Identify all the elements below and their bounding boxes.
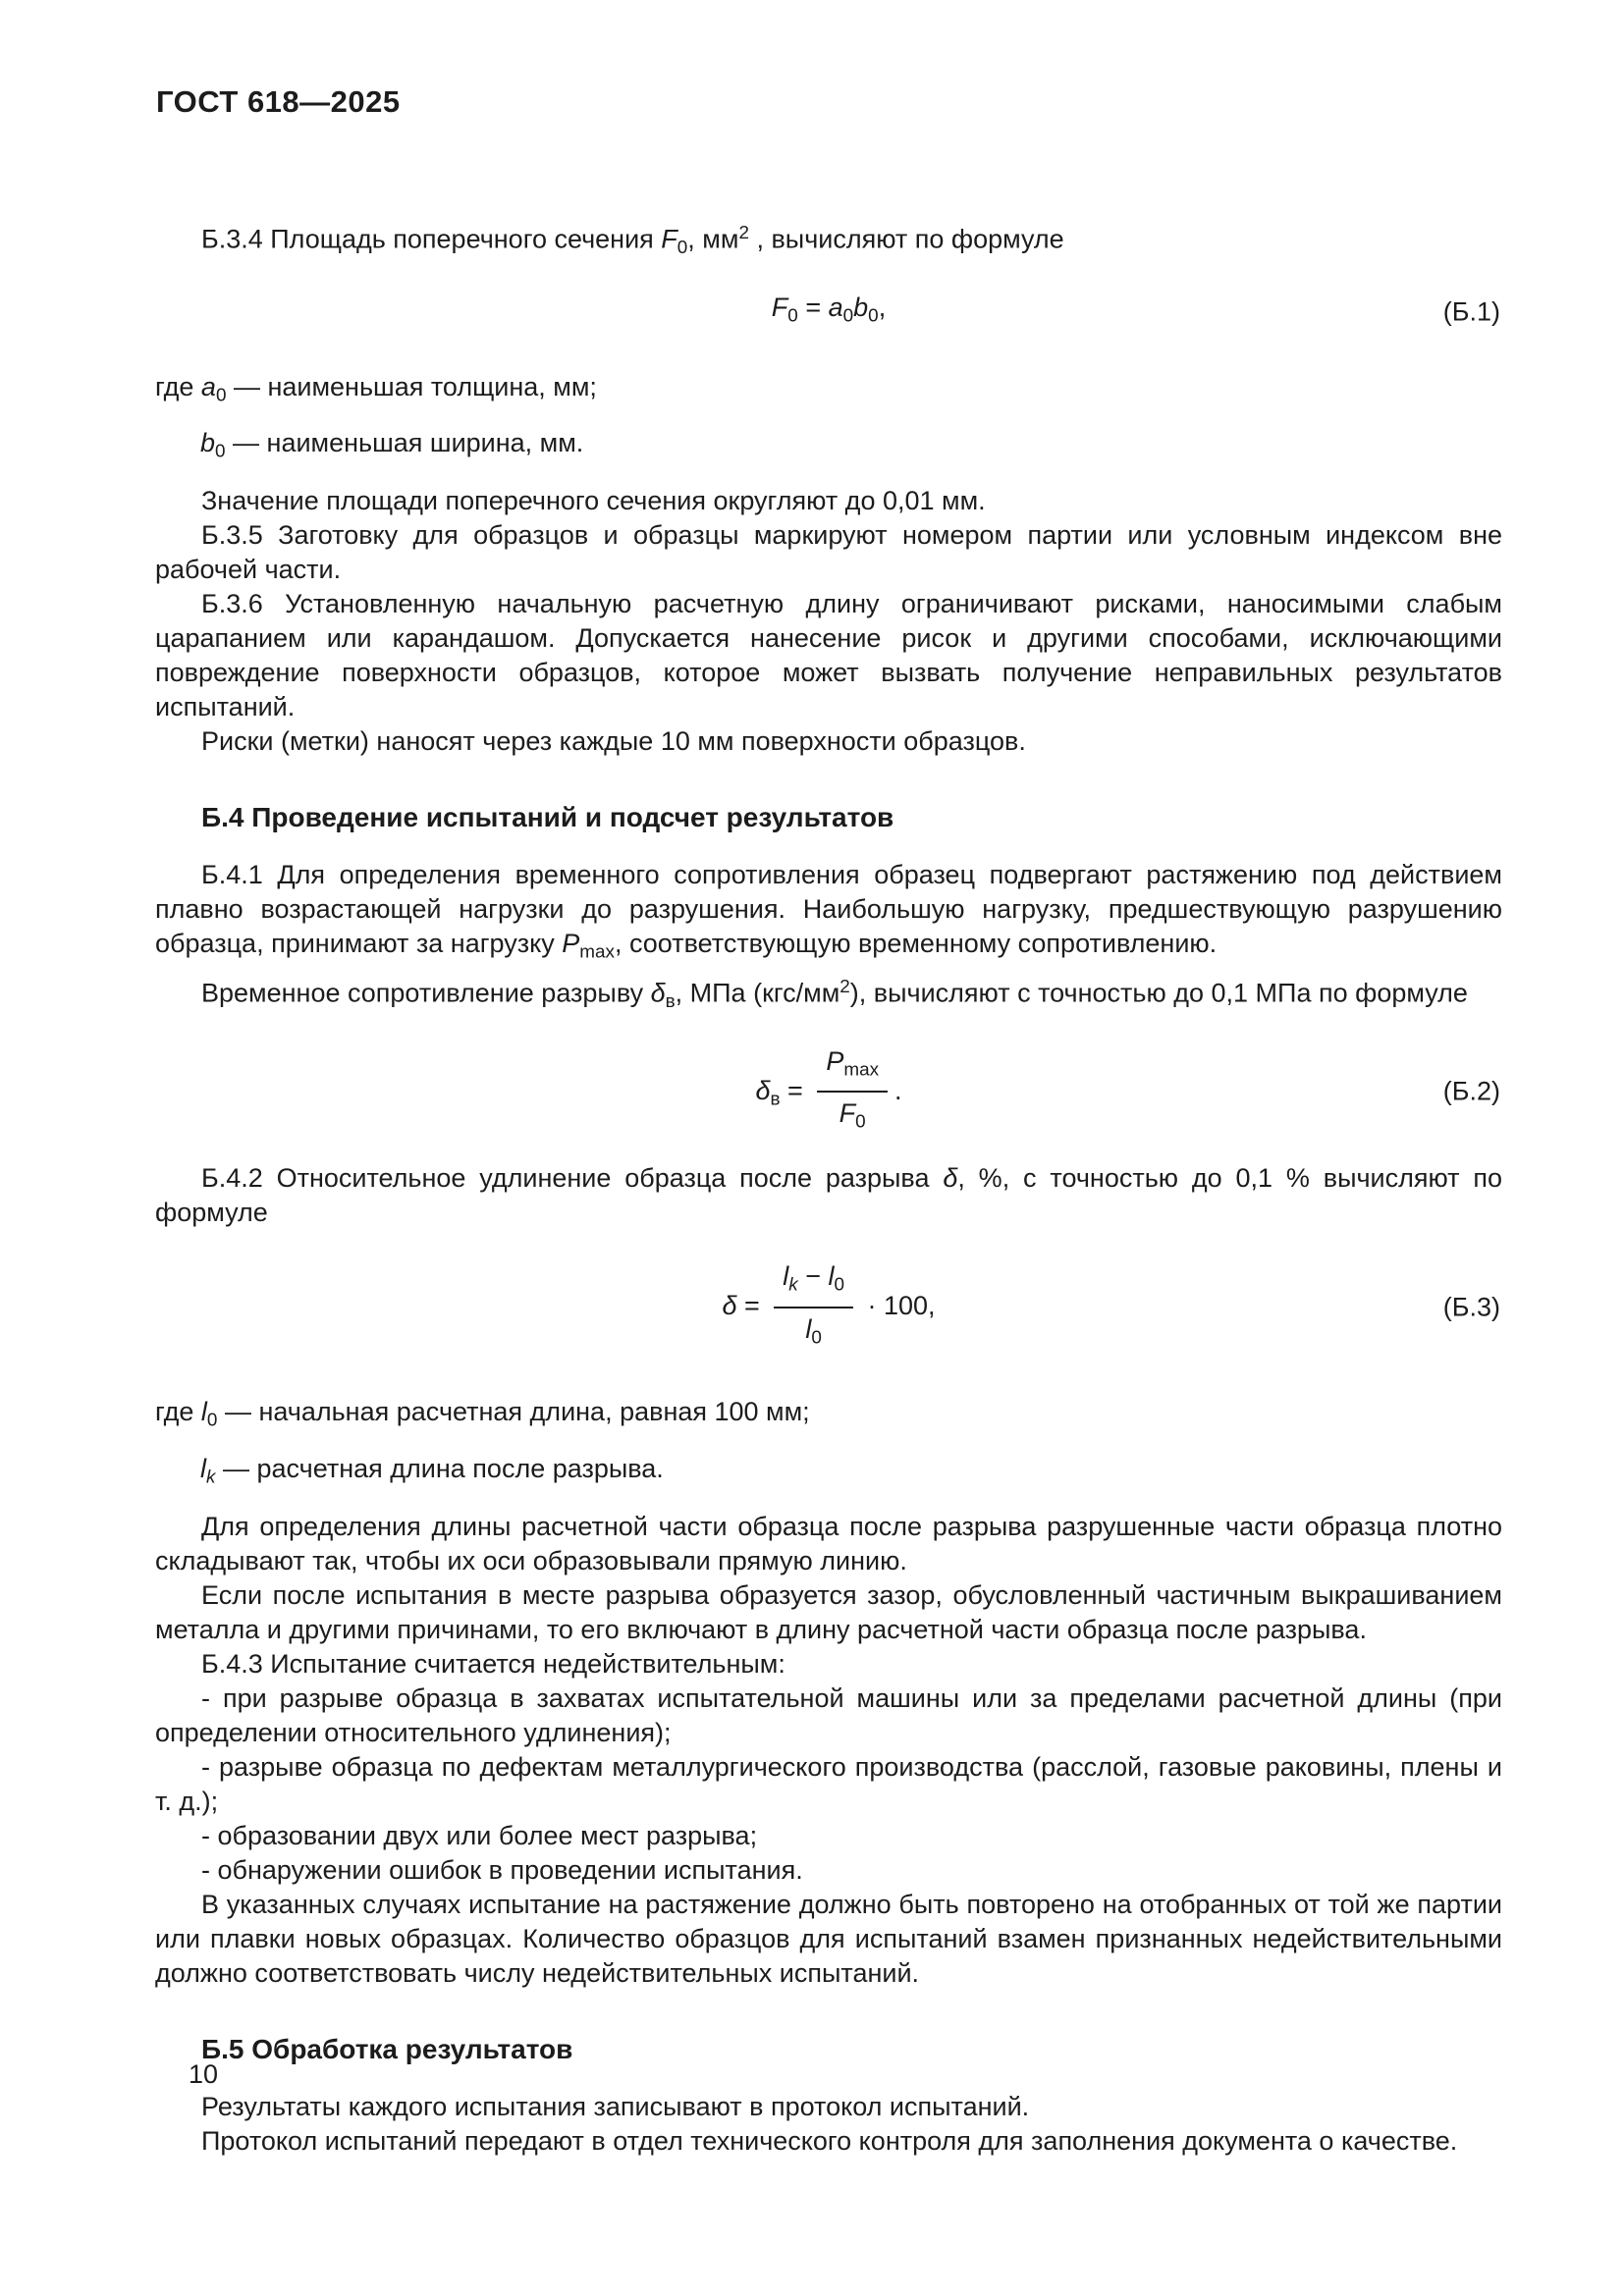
text-segment: δ [722,1290,737,1320]
paragraph [155,518,1502,587]
text-segment: Если после испытания в месте разрыва образуется зазор, обусловленный частичным выкрашиванием металла и другими причинами, то его включают в длину расчетной части образца после разрыва. [155,1579,1502,1644]
fraction-numerator [817,1044,888,1094]
text-segment: P [562,929,580,959]
text-segment: max [579,941,615,963]
text-segment: 0 [855,1112,866,1134]
paragraph [155,1578,1502,1647]
text-segment: 0 [811,1327,822,1349]
text-segment: = [797,293,829,323]
page-number: 10 [189,2059,219,2089]
standard-designation: ГОСТ 618—2025 [156,84,401,119]
text-segment: = [736,1290,768,1320]
paragraph [155,484,1502,518]
paragraph [155,970,1502,1019]
text-segment: · 100, [860,1290,936,1320]
text-segment: 0 [215,385,227,406]
text-segment: l [200,1454,206,1484]
formula-expression [772,291,886,334]
text-segment: Б.3.4 Площадь поперечного сечения [201,224,662,254]
document-body [155,216,1502,2159]
text-segment: δ [755,1075,771,1105]
text-segment: - при разрыве образца в захватах испытательной машины или за пределами расчетной длины (при определении относительного удлинения); [155,1682,1502,1747]
fraction-numerator [774,1259,853,1308]
text-segment: в [665,990,676,1012]
text-segment: b [853,293,869,323]
text-segment: F [661,224,677,254]
text-segment: 0 [834,1274,844,1296]
text-segment: Б.3.5 Заготовку для образцов и образцы маркируют номером партии или условным индексом вне рабочей части. [155,520,1502,585]
text-segment: l [200,1397,207,1427]
paragraph [155,724,1502,759]
formula-expression [755,1044,901,1140]
section-heading [155,800,1502,834]
text-segment: — расчетная длина после разрыва. [215,1454,664,1484]
formula-number: (Б.1) [1442,296,1500,327]
formula-expression [722,1259,935,1355]
text-segment: где [155,371,201,401]
text-segment: F [839,1098,856,1129]
text-segment: — наименьшая толщина, мм; [226,371,597,401]
text-segment: - разрыве образца по дефектам металлургического производства (расслой, газовые раковины, плены и т. д.); [155,1751,1502,1816]
text-segment: Б.4.3 Испытание считается недействительным: [201,1648,785,1679]
text-segment: - образовании двух или более мест разрыва; [201,1820,758,1850]
text-segment: − [797,1261,829,1292]
paragraph [155,1510,1502,1578]
text-segment: a [200,371,216,401]
formula-b2 [155,1044,1502,1140]
text-segment: , [878,293,887,323]
page-header [156,84,401,120]
text-segment: . [894,1075,902,1105]
paragraph [155,587,1502,724]
text-segment: Б.4 Проведение испытаний и подсчет результатов [201,802,894,833]
text-segment: P [826,1045,844,1076]
definition-row [155,419,1502,476]
text-segment: a [828,293,843,323]
paragraph [155,1888,1502,1991]
text-segment: max [843,1059,880,1081]
fraction [817,1044,888,1140]
text-segment: , МПа (кгс/мм [675,978,840,1008]
text-segment: 2 [839,976,850,997]
paragraph [155,1647,1502,1682]
paragraph [155,858,1502,970]
paragraph [155,1161,1502,1230]
text-segment: 0 [787,305,798,327]
text-segment: F [771,293,788,323]
text-segment: Значение площади поперечного сечения округляют до 0,01 мм. [201,486,986,516]
text-segment: , вычисляют по формуле [748,224,1064,254]
text-segment: Временное сопротивление разрыву [201,978,651,1008]
text-segment: k [206,1467,216,1488]
fraction-denominator [774,1308,853,1356]
section-heading [155,2032,1502,2066]
text-segment: Риски (метки) наносят через каждые 10 мм поверхности образцов. [201,726,1026,757]
text-segment: 2 [738,223,749,243]
text-segment: b [200,428,216,458]
formula-number: (Б.3) [1442,1292,1500,1322]
text-segment: Результаты каждого испытания записывают в протокол испытаний. [201,2091,1030,2121]
text-segment: Б.4.1 Для определения временного сопротивления образец подвергают растяжению под действием плавно возрастающей нагрузки до разрушения. Наибольшую нагрузку, предшествующую разрушению образца, принимают за нагрузку [155,860,1502,959]
definition-list [155,363,1502,476]
text-segment: Для определения длины расчетной части образца после разрыва разрушенные части образца плотно складывают так, чтобы их оси образовывали прямую линию. [155,1511,1502,1575]
text-segment: δ [650,978,666,1008]
formula-b3 [155,1259,1502,1355]
text-segment: Б.4.2 Относительное удлинение образца после разрыва [201,1163,944,1194]
text-segment: 0 [868,305,879,327]
paragraph [155,216,1502,265]
text-segment: 0 [677,238,688,259]
text-segment: — начальная расчетная длина, равная 100 мм; [217,1397,810,1427]
definition-row [155,1445,1502,1502]
paragraph [155,1853,1502,1888]
definition-row [155,363,1502,420]
text-segment: = [780,1075,811,1105]
paragraph [155,1750,1502,1819]
definition-row [155,1388,1502,1445]
paragraph [155,2090,1502,2124]
fraction-denominator [817,1093,888,1140]
text-segment: l [783,1261,789,1292]
paragraph [155,2124,1502,2159]
text-segment: , соответствующую временному сопротивлению. [614,929,1218,959]
text-segment: Б.5 Обработка результатов [201,2033,573,2064]
text-segment: l [805,1313,812,1344]
text-segment: k [788,1274,798,1296]
text-segment: 0 [215,442,226,463]
text-segment: 0 [842,305,854,327]
paragraph [155,1819,1502,1853]
text-segment: Б.3.6 Установленную начальную расчетную длину ограничивают рисками, наносимыми слабым царапанием или карандашом. Допускается нанесение рисок и другими способами, исключающими повреждение поверхности образцов, которое может вызвать получение неправильных результатов испытаний. [155,589,1502,722]
text-segment: в [770,1089,781,1110]
formula-b1 [155,291,1502,334]
formula-number: (Б.2) [1442,1076,1500,1106]
text-segment: l [828,1261,835,1292]
text-segment: Протокол испытаний передают в отдел технического контроля для заполнения документа о качестве. [201,2125,1458,2156]
text-segment: где [155,1397,201,1427]
text-segment: ), вычисляют с точностью до 0,1 МПа по формуле [849,978,1468,1008]
paragraph [155,1682,1502,1750]
text-segment: δ [943,1163,958,1194]
text-segment: — наименьшая ширина, мм. [225,428,584,458]
text-segment: , %, с точностью до 0,1 % вычисляют по формуле [155,1163,1502,1228]
definition-list [155,1388,1502,1501]
fraction [774,1259,853,1355]
text-segment: В указанных случаях испытание на растяжение должно быть повторено на отобранных от той же партии или плавки новых образцах. Количество образцов для испытаний взамен признанных недействительными должно соответствовать числу недействительных испытаний. [155,1889,1502,1988]
text-segment: - обнаружении ошибок в проведении испытания. [201,1854,803,1885]
text-segment: , мм [687,224,739,254]
text-segment: 0 [206,1411,218,1432]
